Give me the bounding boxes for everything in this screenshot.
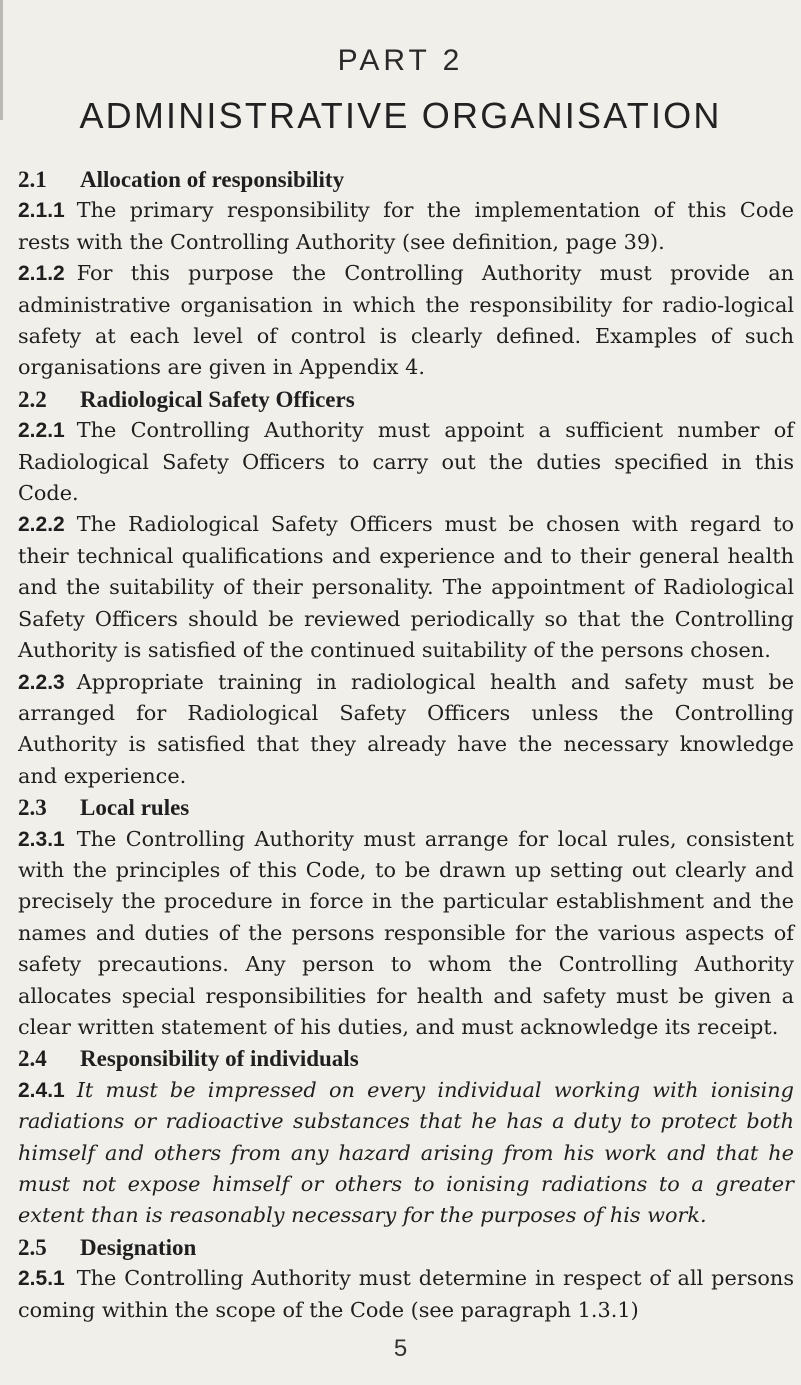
paragraph-number: 2.2.3: [18, 670, 65, 694]
section-heading: [18, 792, 794, 823]
section-title: Responsibility of individuals: [80, 1046, 359, 1072]
document-title: ADMINISTRATIVE ORGANISATION: [79, 95, 722, 136]
paragraph: [18, 1263, 794, 1326]
paragraph: [18, 1075, 794, 1232]
paragraph-number: 2.2.1: [18, 419, 65, 443]
paragraph: [18, 509, 794, 666]
paragraph-text: For this purpose the Controlling Authority must provide an administrative organisation in which the responsibility for radio-logical safety at each level of control is clearly defined. Examples of such organisations are given in Appendix 4.: [18, 261, 794, 380]
section-title: Allocation of responsibility: [80, 167, 345, 192]
paragraph: [18, 824, 794, 1044]
paragraph: [18, 195, 794, 258]
section-title: Local rules: [80, 795, 190, 821]
section-title: Radiological Safety Officers: [80, 386, 355, 412]
paragraph: [18, 258, 794, 384]
section-title: Designation: [80, 1234, 197, 1260]
section-number: 2.1: [18, 167, 47, 192]
paragraph-text: The Radiological Safety Officers must be chosen with regard to their technical qualifications and experience and to their general health and the suitability of their personality. The appointment of Radiological Safety Officers should be reviewed periodically so that the Controlling Authority is satisfied of the continued suitability of the persons chosen.: [18, 512, 794, 663]
section-number: 2.2: [18, 386, 47, 412]
paragraph-text: The Controlling Authority must determine in respect of all persons coming within the scope of the Code (see paragraph 1.3.1): [18, 1266, 794, 1322]
section-heading: [18, 164, 794, 195]
section-number: 2.4: [18, 1046, 47, 1072]
paragraph: [18, 667, 794, 793]
paragraph-text: Appropriate training in radiological health and safety must be arranged for Radiological Safety Officers unless the Controlling Authority is satisfied that they already have the necessary knowledge and experience.: [18, 669, 794, 788]
section-heading: [18, 1043, 794, 1074]
paragraph-text: The Controlling Authority must appoint a sufficient number of Radiological Safety Officers to carry out the duties specified in this Code.: [18, 418, 794, 506]
page-number: 5: [393, 1335, 408, 1362]
paragraph-number: 2.1.2: [18, 262, 65, 286]
paragraph-number: 2.5.1: [18, 1267, 65, 1291]
section-number: 2.3: [18, 795, 47, 821]
paragraph-text: The primary responsibility for the implementation of this Code rests with the Controlling Authority (see definition, page 39).: [18, 198, 794, 254]
section-heading: [18, 1232, 794, 1263]
paragraph-text: It must be impressed on every individual working with ionising radiations or radioactive substances that he has a duty to protect both himself and others from any hazard arising from his work and that he must not expose himself or others to ionising radiations to a greater extent than is reasonably necessary for the purposes of his work.: [18, 1077, 794, 1228]
section-heading: [18, 384, 794, 415]
body-text: [18, 164, 794, 1326]
part-label: PART 2: [337, 44, 464, 77]
paragraph-text: The Controlling Authority must arrange for local rules, consistent with the principles of this Code, to be drawn up setting out clearly and precisely the procedure in force in the particular establishment and the names and duties of the persons responsible for the various aspects of safety precautions. Any person to whom the Controlling Authority allocates special responsibilities for health and safety must be given a clear written statement of his duties, and must acknowledge its receipt.: [18, 826, 794, 1039]
paragraph-number: 2.2.2: [18, 513, 65, 537]
paragraph-number: 2.4.1: [18, 1078, 65, 1102]
section-number: 2.5: [18, 1234, 47, 1260]
paragraph-number: 2.3.1: [18, 827, 65, 851]
paragraph: [18, 415, 794, 509]
paragraph-number: 2.1.1: [18, 199, 65, 223]
